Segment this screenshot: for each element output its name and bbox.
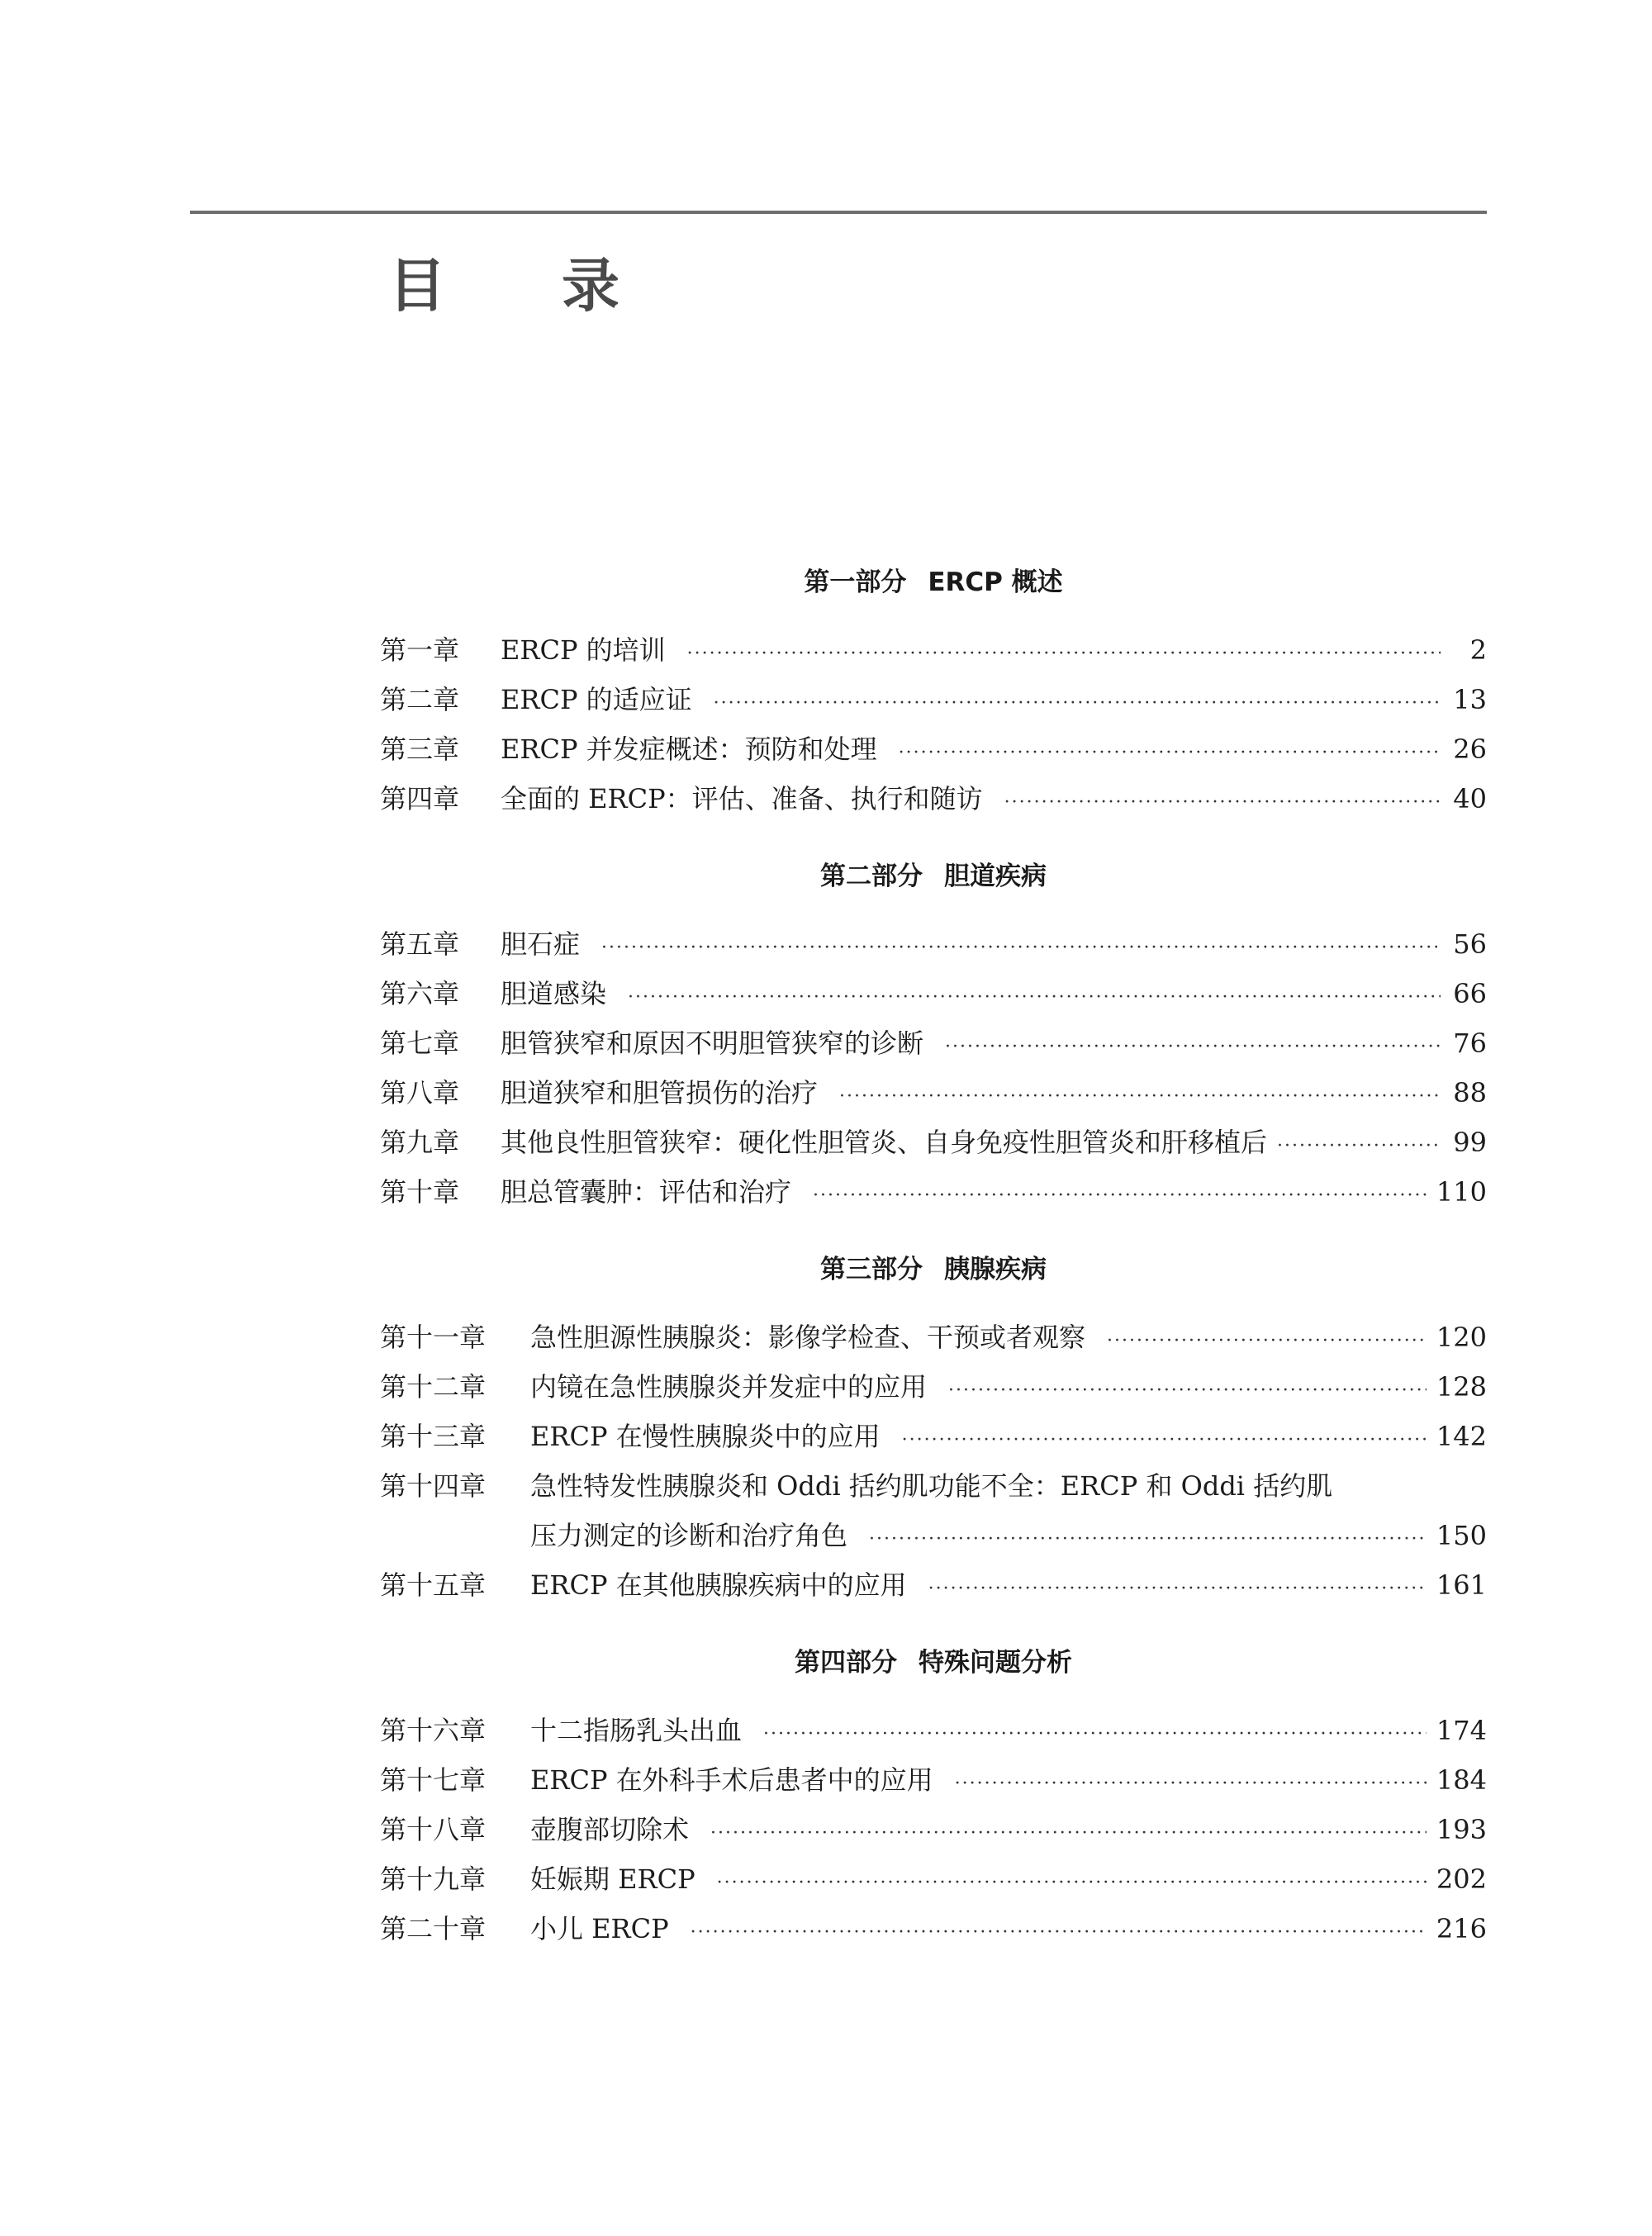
chapter-number: 第十七章 (380, 1764, 487, 1796)
page-title (388, 240, 620, 323)
toc-entry-14[interactable] (380, 1461, 1487, 1511)
chapter-number: 第十章 (380, 1176, 460, 1208)
page-number: 99 (1453, 1127, 1487, 1158)
part-name: 特殊问题分析 (919, 1648, 1072, 1678)
toc-entry-11[interactable] (380, 1313, 1487, 1362)
table-of-contents (380, 558, 1487, 1954)
page-number: 13 (1453, 684, 1487, 715)
page-number: 120 (1436, 1322, 1487, 1353)
toc-entry-20[interactable] (380, 1904, 1487, 1954)
chapter-title: 其他良性胆管狭窄：硬化性胆管炎、自身免疫性胆管炎和肝移植后 (501, 1127, 1268, 1158)
chapter-title: 急性胆源性胰腺炎：影像学检查、干预或者观察 (530, 1322, 1086, 1353)
chapter-number: 第二章 (380, 684, 460, 715)
page-number: 174 (1436, 1715, 1487, 1746)
dot-leader (763, 1710, 1427, 1759)
page-number: 56 (1453, 928, 1487, 960)
page-number: 110 (1436, 1176, 1487, 1208)
part-label: 第一部分 (804, 567, 907, 597)
page-number: 76 (1453, 1028, 1487, 1059)
dot-leader (948, 1366, 1427, 1416)
chapter-number: 第十五章 (380, 1569, 487, 1601)
chapter-title: 胆总管囊肿：评估和治疗 (501, 1176, 792, 1208)
chapter-number: 第十二章 (380, 1371, 487, 1403)
dot-leader (628, 973, 1441, 1023)
chapter-number: 第十一章 (380, 1322, 487, 1353)
page-number: 26 (1453, 733, 1487, 765)
dot-leader (839, 1072, 1441, 1122)
toc-entry-2[interactable] (380, 675, 1487, 724)
toc-entry-15[interactable] (380, 1560, 1487, 1610)
dot-leader (710, 1809, 1427, 1859)
part-heading-4 (380, 1638, 1487, 1688)
page-number: 216 (1436, 1913, 1487, 1944)
chapter-title: 胆道狭窄和胆管损伤的治疗 (501, 1077, 819, 1109)
page-number: 150 (1436, 1520, 1487, 1551)
dot-leader (691, 1908, 1427, 1958)
part-label: 第二部分 (820, 862, 923, 891)
part-label: 第四部分 (795, 1648, 897, 1678)
chapter-title: ERCP 的培训 (501, 634, 666, 666)
toc-entry-1[interactable] (380, 625, 1487, 675)
toc-entry-6[interactable] (380, 969, 1487, 1018)
chapter-title-continued: 压力测定的诊断和治疗角色 (530, 1520, 848, 1551)
page-number: 88 (1453, 1077, 1487, 1109)
toc-entry-7[interactable] (380, 1018, 1487, 1068)
chapter-number: 第八章 (380, 1077, 460, 1109)
part-heading-1 (380, 558, 1487, 607)
dot-leader (902, 1416, 1427, 1465)
chapter-number: 第一章 (380, 634, 460, 666)
dot-leader (1277, 1122, 1441, 1171)
chapter-number: 第十八章 (380, 1814, 487, 1845)
page-number: 2 (1469, 634, 1487, 666)
part-heading-3 (380, 1245, 1487, 1294)
part-name: 胰腺疾病 (944, 1255, 1047, 1284)
chapter-number: 第九章 (380, 1127, 460, 1158)
toc-entry-13[interactable] (380, 1412, 1487, 1461)
chapter-number: 第四章 (380, 783, 460, 814)
chapter-title: ERCP 在慢性胰腺炎中的应用 (530, 1421, 881, 1452)
chapter-title: ERCP 的适应证 (501, 684, 692, 715)
part-label: 第三部分 (820, 1255, 923, 1284)
page-number: 40 (1453, 783, 1487, 814)
dot-leader (813, 1171, 1427, 1221)
chapter-number: 第三章 (380, 733, 460, 765)
chapter-title: 妊娠期 ERCP (530, 1863, 695, 1895)
chapter-title: 小儿 ERCP (530, 1913, 669, 1944)
chapter-number: 第十三章 (380, 1421, 487, 1452)
chapter-number: 第十九章 (380, 1863, 487, 1895)
toc-entry-16[interactable] (380, 1706, 1487, 1755)
chapter-number: 第五章 (380, 928, 460, 960)
toc-entry-9[interactable] (380, 1118, 1487, 1167)
top-rule (190, 211, 1487, 214)
chapter-title: 胆管狭窄和原因不明胆管狭窄的诊断 (501, 1028, 924, 1059)
toc-entry-12[interactable] (380, 1362, 1487, 1412)
dot-leader (1004, 778, 1441, 828)
part-heading-2 (380, 852, 1487, 901)
dot-leader (1107, 1317, 1427, 1366)
page-number: 184 (1436, 1764, 1487, 1796)
toc-entry-3[interactable] (380, 724, 1487, 774)
toc-entry-19[interactable] (380, 1854, 1487, 1904)
dot-leader (945, 1023, 1441, 1072)
page-number: 66 (1453, 978, 1487, 1009)
dot-leader (899, 729, 1441, 778)
toc-entry-5[interactable] (380, 919, 1487, 969)
chapter-number: 第十四章 (380, 1470, 487, 1502)
chapter-number: 第六章 (380, 978, 460, 1009)
chapter-title: 十二指肠乳头出血 (530, 1715, 743, 1746)
chapter-title: ERCP 在其他胰腺疾病中的应用 (530, 1569, 907, 1601)
toc-entry-18[interactable] (380, 1805, 1487, 1854)
toc-entry-14-continued[interactable] (380, 1511, 1487, 1560)
page-title-char-2: 录 (562, 252, 620, 320)
chapter-title: ERCP 在外科手术后患者中的应用 (530, 1764, 933, 1796)
part-name: ERCP 概述 (928, 567, 1063, 597)
page-title-char-1: 目 (388, 252, 446, 320)
chapter-number: 第二十章 (380, 1913, 487, 1944)
toc-entry-4[interactable] (380, 774, 1487, 824)
page-number: 202 (1436, 1863, 1487, 1895)
dot-leader (869, 1515, 1427, 1564)
page-number: 193 (1436, 1814, 1487, 1845)
chapter-title: 壶腹部切除术 (530, 1814, 690, 1845)
dot-leader (928, 1564, 1427, 1614)
chapter-number: 第七章 (380, 1028, 460, 1059)
part-name: 胆道疾病 (944, 862, 1047, 891)
chapter-title: 胆道感染 (501, 978, 607, 1009)
toc-entry-10[interactable] (380, 1167, 1487, 1217)
chapter-number: 第十六章 (380, 1715, 487, 1746)
dot-leader (714, 679, 1441, 729)
chapter-title: 全面的 ERCP：评估、准备、执行和随访 (501, 783, 983, 814)
dot-leader (955, 1759, 1427, 1809)
page-number: 128 (1436, 1371, 1487, 1403)
page-number: 142 (1436, 1421, 1487, 1452)
dot-leader (601, 923, 1441, 973)
page-number: 161 (1436, 1569, 1487, 1601)
chapter-title: 急性特发性胰腺炎和 Oddi 括约肌功能不全：ERCP 和 Oddi 括约肌 (530, 1470, 1333, 1502)
dot-leader (717, 1859, 1427, 1908)
toc-entry-8[interactable] (380, 1068, 1487, 1118)
chapter-title: 内镜在急性胰腺炎并发症中的应用 (530, 1371, 928, 1403)
chapter-title: ERCP 并发症概述：预防和处理 (501, 733, 877, 765)
dot-leader (687, 629, 1441, 679)
toc-entry-17[interactable] (380, 1755, 1487, 1805)
chapter-title: 胆石症 (501, 928, 581, 960)
